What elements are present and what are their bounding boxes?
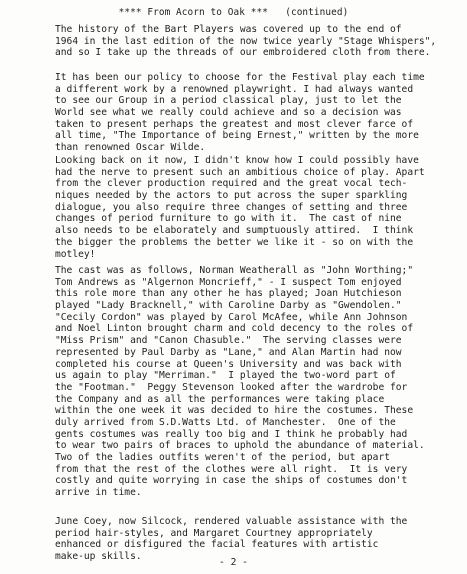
text-line: from the clever production required and the great vocal tech- bbox=[55, 178, 408, 190]
text-line: all time, "The Importance of being Ernest," written by the more bbox=[55, 130, 419, 142]
text-line: motley! bbox=[55, 248, 96, 260]
page-number: - 2 - bbox=[219, 557, 248, 568]
text-line: costly and quite worrying in case the ships of costumes don't bbox=[55, 475, 408, 487]
text-line: and so I take up the threads of our embroidered cloth from there. bbox=[55, 47, 431, 59]
text-line: than renowned Oscar Wilde. bbox=[55, 142, 206, 154]
header-title: **** From Acorn to Oak *** bbox=[118, 7, 268, 18]
text-line: Looking back on it now, I didn't know how I could possibly have bbox=[55, 155, 419, 166]
text-line: June Coey, now Silcock, rendered valuable assistance with the bbox=[55, 516, 408, 527]
paragraph-hair-and-makeup bbox=[55, 516, 455, 563]
text-line: gents costumes was really too big and I think he probably had bbox=[55, 428, 408, 440]
text-line: within the one week it was decided to hire the costumes. These bbox=[55, 405, 414, 417]
text-line: Two of the ladies outfits weren't of the period, but apart bbox=[55, 452, 391, 463]
text-line: from that the rest of the clothes were all right. It is very bbox=[55, 463, 408, 475]
text-line: and Noel Linton brought charm and cold decency to the roles of bbox=[55, 323, 414, 335]
paragraph-cast-list bbox=[55, 265, 455, 499]
text-line: played "Lady Bracknell," with Caroline Darby as "Gwendolen." bbox=[55, 300, 402, 312]
text-line: Tom Andrews as "Algernon Moncrieff," - I suspect Tom enjoyed bbox=[55, 276, 402, 288]
text-line: a different work by a renowned playwright. I had always wanted bbox=[55, 83, 414, 95]
paragraph-festival-policy bbox=[55, 72, 455, 154]
text-line: The history of the Bart Players was covered up to the end of bbox=[55, 24, 402, 35]
text-line: make-up skills. bbox=[55, 551, 142, 563]
text-line: us again to play "Merriman." I played the two-word part of bbox=[55, 370, 396, 382]
text-line: taken to present perhaps the greatest and most clever farce of bbox=[55, 118, 414, 130]
text-line: dialogue, you also require three changes of setting and three bbox=[55, 201, 408, 213]
text-line: arrive in time. bbox=[55, 487, 142, 499]
text-line: had the nerve to present such an ambitious choice of play. Apart bbox=[55, 166, 425, 178]
paragraph-bart-players-history bbox=[55, 24, 455, 59]
paragraph-looking-back bbox=[55, 155, 455, 260]
page-header bbox=[0, 7, 467, 18]
text-line: this role more than any other he has played; Joan Hutchieson bbox=[55, 288, 402, 300]
header-subtitle: (continued) bbox=[285, 7, 349, 18]
text-line: the "Footman." Peggy Stevenson looked after the wardrobe for bbox=[55, 381, 408, 393]
text-line: "Miss Prism" and "Canon Chasuble." The serving classes were bbox=[55, 335, 402, 347]
text-line: World see what we really could achieve and so a decision was bbox=[55, 107, 402, 119]
text-line: period hair-styles, and Margaret Courtney appropriately bbox=[55, 527, 373, 539]
text-line: changes of period furniture to go with it. The cast of nine bbox=[55, 213, 402, 225]
text-line: 1964 in the last edition of the now twice yearly "Stage Whispers", bbox=[55, 35, 437, 47]
text-line: represented by Paul Darby as "Lane," and Alan Martin had now bbox=[55, 346, 402, 358]
text-line: The cast was as follows, Norman Weatherall as "John Worthing;" bbox=[55, 265, 414, 276]
text-line: the bigger the problems the better we like it - so on with the bbox=[55, 236, 414, 248]
text-line: enhanced or disfigured the facial features with artistic bbox=[55, 539, 379, 551]
text-line: completed his course at Queen's University and was back with bbox=[55, 358, 402, 370]
text-line: to wear two pairs of braces to uphold the abundance of material. bbox=[55, 440, 425, 452]
text-line: also needs to be elaborately and sumptuously attired. I think bbox=[55, 225, 414, 237]
text-line: "Cecily Cordon" was played by Carol McAfee, while Ann Johnson bbox=[55, 311, 408, 323]
text-line: to see our Group in a period classical play, just to let the bbox=[55, 95, 402, 107]
text-line: It has been our policy to choose for the Festival play each time bbox=[55, 72, 425, 83]
text-line: niques needed by the actors to put across the super sparkling bbox=[55, 190, 408, 202]
text-line: the Company and as all the performances were taking place bbox=[55, 393, 385, 405]
text-line: duly arrived from S.D.Watts Ltd. of Manchester. One of the bbox=[55, 416, 396, 428]
